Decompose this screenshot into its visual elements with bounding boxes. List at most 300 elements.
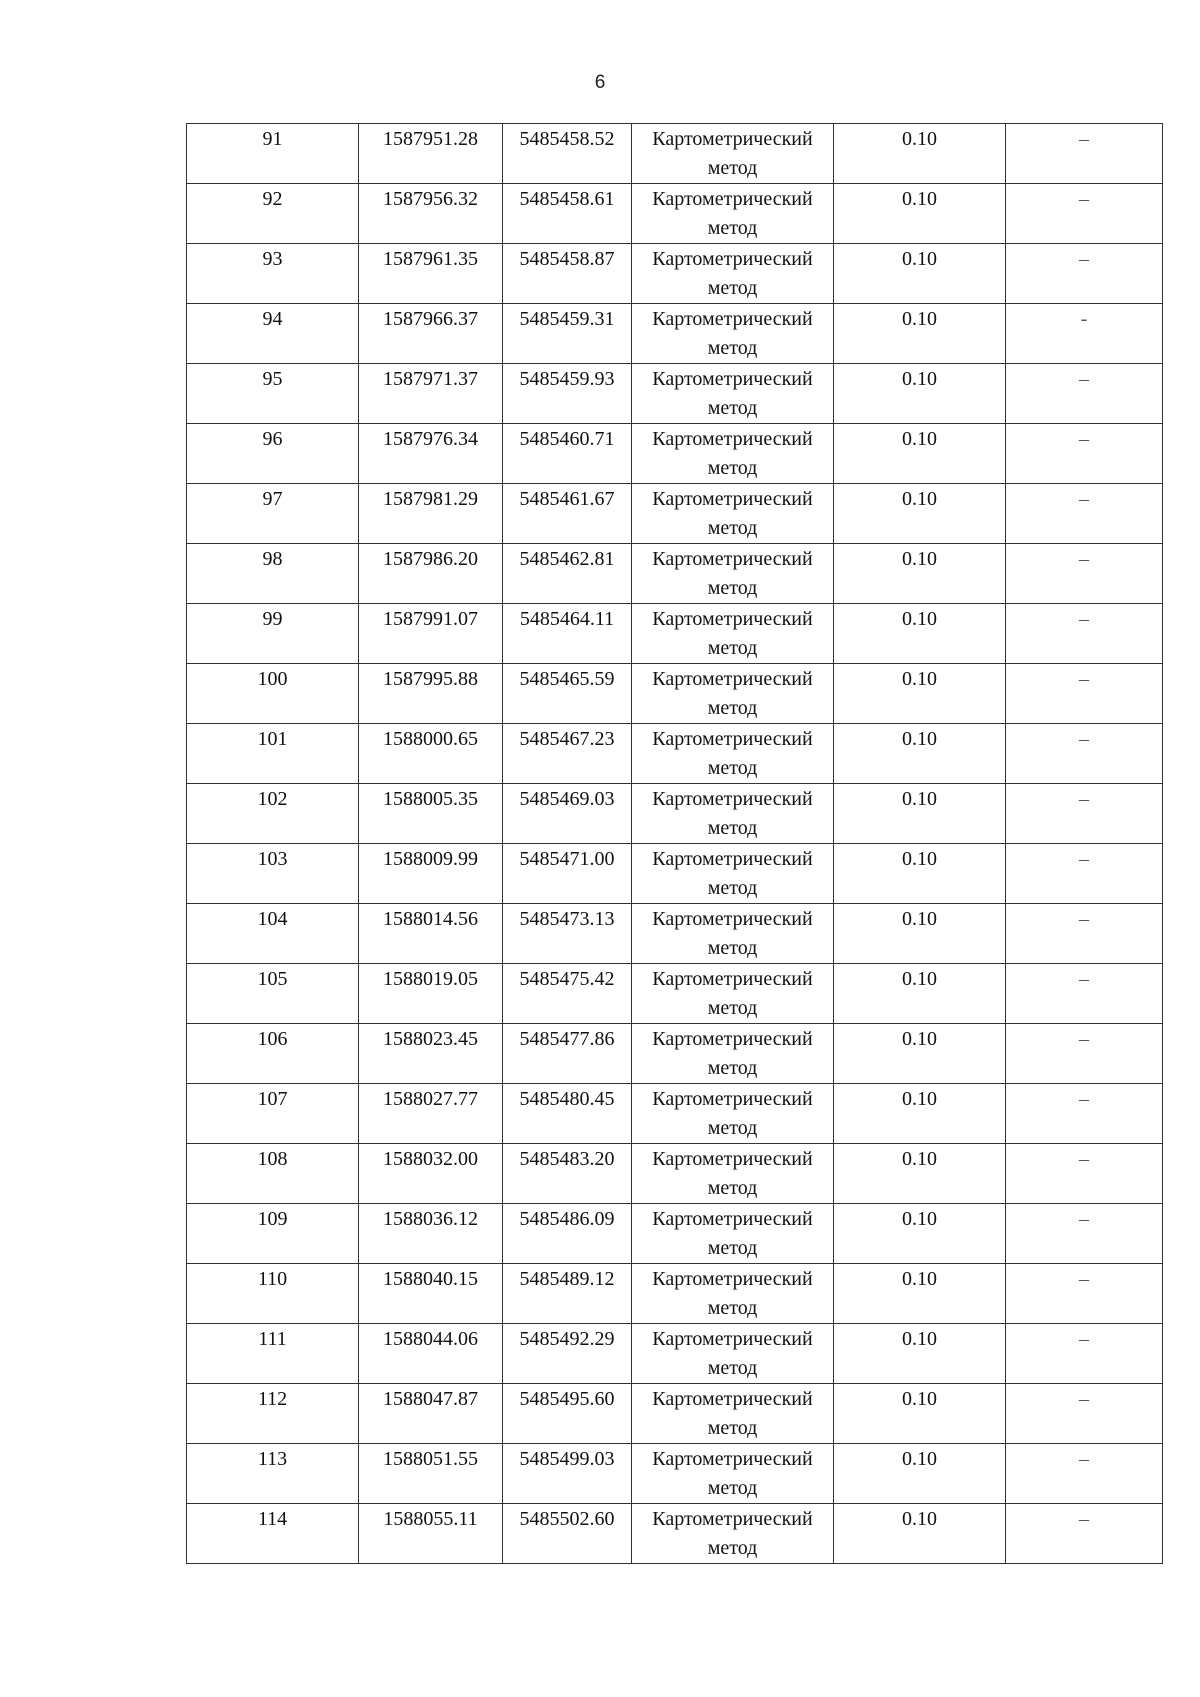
y-coordinate-cell-text: 5485461.67	[519, 488, 615, 510]
method-cell	[632, 1264, 834, 1324]
x-coordinate-cell-text: 1588009.99	[383, 848, 478, 870]
point-number-cell	[187, 124, 359, 184]
point-number-cell-text: 94	[262, 308, 283, 330]
point-number-cell-text: 103	[257, 848, 288, 870]
note-cell	[1006, 484, 1163, 544]
accuracy-cell-text: 0.10	[902, 1208, 937, 1230]
point-number-cell-text: 106	[257, 1028, 288, 1050]
point-number-cell	[187, 1024, 359, 1084]
table-row	[187, 1444, 1163, 1504]
x-coordinate-cell	[359, 1384, 503, 1444]
accuracy-cell	[834, 424, 1006, 484]
point-number-cell	[187, 1504, 359, 1564]
note-cell-text: –	[1079, 368, 1089, 390]
y-coordinate-cell-text: 5485480.45	[519, 1088, 615, 1110]
x-coordinate-cell	[359, 964, 503, 1024]
x-coordinate-cell-text: 1588019.05	[383, 968, 478, 990]
accuracy-cell-text: 0.10	[902, 548, 937, 570]
method-cell-text: Картометрический метод	[652, 1328, 813, 1379]
table-row	[187, 1204, 1163, 1264]
point-number-cell	[187, 964, 359, 1024]
method-cell	[632, 1144, 834, 1204]
accuracy-cell	[834, 1144, 1006, 1204]
method-cell	[632, 904, 834, 964]
table-row	[187, 784, 1163, 844]
table-row	[187, 544, 1163, 604]
point-number-cell	[187, 304, 359, 364]
y-coordinate-cell	[503, 1144, 632, 1204]
x-coordinate-cell-text: 1588036.12	[383, 1208, 478, 1230]
note-cell	[1006, 904, 1163, 964]
accuracy-cell	[834, 1204, 1006, 1264]
method-cell-text: Картометрический метод	[652, 368, 813, 419]
x-coordinate-cell-text: 1588027.77	[383, 1088, 478, 1110]
note-cell-text: –	[1079, 728, 1089, 750]
method-cell-text: Картометрический метод	[652, 788, 813, 839]
accuracy-cell-text: 0.10	[902, 608, 937, 630]
accuracy-cell-text: 0.10	[902, 1028, 937, 1050]
accuracy-cell-text: 0.10	[902, 308, 937, 330]
point-number-cell-text: 109	[257, 1208, 288, 1230]
method-cell	[632, 184, 834, 244]
method-cell-text: Картометрический метод	[652, 188, 813, 239]
x-coordinate-cell-text: 1587956.32	[383, 188, 478, 210]
method-cell-text: Картометрический метод	[652, 248, 813, 299]
note-cell-text: –	[1079, 428, 1089, 450]
point-number-cell	[187, 844, 359, 904]
method-cell-text: Картометрический метод	[652, 488, 813, 539]
method-cell	[632, 1024, 834, 1084]
accuracy-cell-text: 0.10	[902, 1328, 937, 1350]
note-cell-text: –	[1079, 1148, 1089, 1170]
point-number-cell-text: 101	[257, 728, 288, 750]
y-coordinate-cell	[503, 1384, 632, 1444]
point-number-cell-text: 91	[262, 128, 283, 150]
method-cell	[632, 1204, 834, 1264]
table-row	[187, 424, 1163, 484]
method-cell-text: Картометрический метод	[652, 548, 813, 599]
note-cell-text: –	[1079, 548, 1089, 570]
note-cell-text: –	[1079, 908, 1089, 930]
note-cell	[1006, 724, 1163, 784]
y-coordinate-cell	[503, 1024, 632, 1084]
x-coordinate-cell-text: 1587971.37	[383, 368, 478, 390]
point-number-cell-text: 92	[262, 188, 283, 210]
accuracy-cell	[834, 604, 1006, 664]
note-cell	[1006, 124, 1163, 184]
note-cell	[1006, 1264, 1163, 1324]
note-cell-text: –	[1079, 1448, 1089, 1470]
point-number-cell-text: 98	[262, 548, 283, 570]
method-cell	[632, 1384, 834, 1444]
point-number-cell-text: 105	[257, 968, 288, 990]
note-cell	[1006, 1444, 1163, 1504]
point-number-cell-text: 104	[257, 908, 288, 930]
y-coordinate-cell	[503, 1204, 632, 1264]
y-coordinate-cell	[503, 244, 632, 304]
x-coordinate-cell	[359, 424, 503, 484]
accuracy-cell	[834, 1504, 1006, 1564]
y-coordinate-cell-text: 5485473.13	[519, 908, 615, 930]
x-coordinate-cell-text: 1588055.11	[383, 1508, 478, 1530]
y-coordinate-cell-text: 5485486.09	[519, 1208, 615, 1230]
table-row	[187, 484, 1163, 544]
method-cell-text: Картометрический метод	[652, 1148, 813, 1199]
note-cell	[1006, 364, 1163, 424]
page-number: 6	[594, 72, 606, 93]
x-coordinate-cell	[359, 244, 503, 304]
note-cell	[1006, 964, 1163, 1024]
method-cell-text: Картометрический метод	[652, 1508, 813, 1559]
y-coordinate-cell-text: 5485502.60	[519, 1508, 615, 1530]
method-cell	[632, 844, 834, 904]
point-number-cell	[187, 424, 359, 484]
table-row	[187, 304, 1163, 364]
y-coordinate-cell	[503, 364, 632, 424]
x-coordinate-cell-text: 1588023.45	[383, 1028, 478, 1050]
y-coordinate-cell	[503, 424, 632, 484]
method-cell-text: Картометрический метод	[652, 1268, 813, 1319]
table-row	[187, 244, 1163, 304]
y-coordinate-cell-text: 5485462.81	[519, 548, 615, 570]
point-number-cell	[187, 544, 359, 604]
note-cell-text: –	[1079, 488, 1089, 510]
accuracy-cell	[834, 184, 1006, 244]
y-coordinate-cell-text: 5485469.03	[519, 788, 615, 810]
accuracy-cell-text: 0.10	[902, 248, 937, 270]
x-coordinate-cell	[359, 1324, 503, 1384]
table-row	[187, 664, 1163, 724]
accuracy-cell-text: 0.10	[902, 368, 937, 390]
note-cell	[1006, 244, 1163, 304]
coordinates-table	[186, 123, 1163, 1564]
point-number-cell-text: 96	[262, 428, 283, 450]
note-cell	[1006, 844, 1163, 904]
y-coordinate-cell	[503, 304, 632, 364]
x-coordinate-cell	[359, 664, 503, 724]
note-cell	[1006, 1204, 1163, 1264]
note-cell-text: –	[1079, 1268, 1089, 1290]
point-number-cell	[187, 1084, 359, 1144]
note-cell-text: –	[1079, 1088, 1089, 1110]
x-coordinate-cell	[359, 124, 503, 184]
x-coordinate-cell	[359, 484, 503, 544]
y-coordinate-cell-text: 5485492.29	[519, 1328, 615, 1350]
accuracy-cell-text: 0.10	[902, 1448, 937, 1470]
note-cell	[1006, 1084, 1163, 1144]
x-coordinate-cell-text: 1588014.56	[383, 908, 478, 930]
accuracy-cell	[834, 1444, 1006, 1504]
accuracy-cell-text: 0.10	[902, 128, 937, 150]
accuracy-cell-text: 0.10	[902, 188, 937, 210]
accuracy-cell	[834, 484, 1006, 544]
y-coordinate-cell	[503, 664, 632, 724]
point-number-cell-text: 93	[262, 248, 283, 270]
coordinates-table-body	[187, 124, 1163, 1564]
y-coordinate-cell	[503, 184, 632, 244]
point-number-cell	[187, 664, 359, 724]
y-coordinate-cell	[503, 844, 632, 904]
x-coordinate-cell-text: 1587991.07	[383, 608, 478, 630]
x-coordinate-cell	[359, 904, 503, 964]
method-cell	[632, 364, 834, 424]
point-number-cell	[187, 484, 359, 544]
accuracy-cell-text: 0.10	[902, 668, 937, 690]
table-row	[187, 1264, 1163, 1324]
accuracy-cell	[834, 964, 1006, 1024]
accuracy-cell	[834, 844, 1006, 904]
y-coordinate-cell	[503, 604, 632, 664]
method-cell	[632, 604, 834, 664]
y-coordinate-cell-text: 5485477.86	[519, 1028, 615, 1050]
y-coordinate-cell-text: 5485458.87	[519, 248, 615, 270]
method-cell-text: Картометрический метод	[652, 428, 813, 479]
table-row	[187, 604, 1163, 664]
x-coordinate-cell	[359, 1204, 503, 1264]
y-coordinate-cell	[503, 784, 632, 844]
accuracy-cell-text: 0.10	[902, 908, 937, 930]
method-cell-text: Картометрический метод	[652, 908, 813, 959]
accuracy-cell	[834, 664, 1006, 724]
x-coordinate-cell	[359, 304, 503, 364]
x-coordinate-cell	[359, 604, 503, 664]
accuracy-cell	[834, 724, 1006, 784]
point-number-cell	[187, 724, 359, 784]
x-coordinate-cell	[359, 844, 503, 904]
x-coordinate-cell	[359, 724, 503, 784]
y-coordinate-cell	[503, 544, 632, 604]
accuracy-cell-text: 0.10	[902, 1148, 937, 1170]
table-row	[187, 1084, 1163, 1144]
method-cell-text: Картометрический метод	[652, 128, 813, 179]
x-coordinate-cell-text: 1587951.28	[383, 128, 478, 150]
accuracy-cell-text: 0.10	[902, 1388, 937, 1410]
y-coordinate-cell	[503, 724, 632, 784]
note-cell-text: –	[1079, 188, 1089, 210]
accuracy-cell-text: 0.10	[902, 1088, 937, 1110]
point-number-cell	[187, 1204, 359, 1264]
table-row	[187, 364, 1163, 424]
x-coordinate-cell	[359, 1444, 503, 1504]
note-cell-text: –	[1079, 1028, 1089, 1050]
note-cell-text: –	[1079, 1208, 1089, 1230]
accuracy-cell-text: 0.10	[902, 1268, 937, 1290]
note-cell-text: –	[1079, 788, 1089, 810]
x-coordinate-cell	[359, 1144, 503, 1204]
accuracy-cell	[834, 364, 1006, 424]
method-cell	[632, 1324, 834, 1384]
point-number-cell-text: 107	[257, 1088, 288, 1110]
note-cell-text: –	[1079, 608, 1089, 630]
x-coordinate-cell-text: 1587986.20	[383, 548, 478, 570]
method-cell-text: Картометрический метод	[652, 308, 813, 359]
point-number-cell	[187, 244, 359, 304]
method-cell-text: Картометрический метод	[652, 728, 813, 779]
y-coordinate-cell-text: 5485495.60	[519, 1388, 615, 1410]
method-cell	[632, 784, 834, 844]
x-coordinate-cell-text: 1588000.65	[383, 728, 478, 750]
accuracy-cell-text: 0.10	[902, 788, 937, 810]
method-cell	[632, 484, 834, 544]
method-cell	[632, 424, 834, 484]
note-cell-text: –	[1079, 1328, 1089, 1350]
accuracy-cell	[834, 544, 1006, 604]
y-coordinate-cell-text: 5485483.20	[519, 1148, 615, 1170]
point-number-cell-text: 112	[257, 1388, 288, 1410]
method-cell	[632, 964, 834, 1024]
note-cell	[1006, 1504, 1163, 1564]
point-number-cell-text: 108	[257, 1148, 288, 1170]
y-coordinate-cell-text: 5485460.71	[519, 428, 615, 450]
x-coordinate-cell	[359, 1504, 503, 1564]
y-coordinate-cell-text: 5485458.61	[519, 188, 615, 210]
y-coordinate-cell	[503, 1264, 632, 1324]
x-coordinate-cell	[359, 1264, 503, 1324]
accuracy-cell-text: 0.10	[902, 428, 937, 450]
point-number-cell-text: 113	[257, 1448, 288, 1470]
accuracy-cell-text: 0.10	[902, 728, 937, 750]
note-cell	[1006, 1324, 1163, 1384]
accuracy-cell	[834, 1084, 1006, 1144]
method-cell-text: Картометрический метод	[652, 1208, 813, 1259]
x-coordinate-cell-text: 1587976.34	[383, 428, 478, 450]
accuracy-cell	[834, 304, 1006, 364]
x-coordinate-cell-text: 1588051.55	[383, 1448, 478, 1470]
method-cell-text: Картометрический метод	[652, 1028, 813, 1079]
y-coordinate-cell-text: 5485499.03	[519, 1448, 615, 1470]
method-cell	[632, 724, 834, 784]
x-coordinate-cell	[359, 544, 503, 604]
note-cell	[1006, 1384, 1163, 1444]
x-coordinate-cell-text: 1588040.15	[383, 1268, 478, 1290]
method-cell-text: Картометрический метод	[652, 1088, 813, 1139]
note-cell-text: –	[1079, 968, 1089, 990]
y-coordinate-cell-text: 5485489.12	[519, 1268, 615, 1290]
point-number-cell	[187, 1324, 359, 1384]
point-number-cell-text: 95	[262, 368, 283, 390]
note-cell	[1006, 1144, 1163, 1204]
table-row	[187, 724, 1163, 784]
point-number-cell-text: 99	[262, 608, 283, 630]
y-coordinate-cell	[503, 1504, 632, 1564]
y-coordinate-cell	[503, 484, 632, 544]
x-coordinate-cell	[359, 184, 503, 244]
accuracy-cell-text: 0.10	[902, 968, 937, 990]
point-number-cell-text: 102	[257, 788, 288, 810]
accuracy-cell	[834, 124, 1006, 184]
point-number-cell	[187, 1444, 359, 1504]
accuracy-cell	[834, 1384, 1006, 1444]
y-coordinate-cell	[503, 1324, 632, 1384]
y-coordinate-cell	[503, 1444, 632, 1504]
method-cell-text: Картометрический метод	[652, 1448, 813, 1499]
method-cell-text: Картометрический метод	[652, 848, 813, 899]
note-cell	[1006, 424, 1163, 484]
point-number-cell	[187, 184, 359, 244]
accuracy-cell	[834, 784, 1006, 844]
point-number-cell	[187, 1264, 359, 1324]
point-number-cell	[187, 604, 359, 664]
method-cell-text: Картометрический метод	[652, 668, 813, 719]
method-cell	[632, 304, 834, 364]
method-cell	[632, 1084, 834, 1144]
point-number-cell	[187, 1384, 359, 1444]
table-row	[187, 1504, 1163, 1564]
point-number-cell	[187, 1144, 359, 1204]
x-coordinate-cell	[359, 364, 503, 424]
accuracy-cell	[834, 1324, 1006, 1384]
method-cell	[632, 244, 834, 304]
note-cell-text: –	[1079, 128, 1089, 150]
accuracy-cell	[834, 244, 1006, 304]
point-number-cell-text: 110	[257, 1268, 288, 1290]
note-cell	[1006, 304, 1163, 364]
method-cell	[632, 1444, 834, 1504]
y-coordinate-cell	[503, 124, 632, 184]
note-cell-text: -	[1080, 308, 1088, 330]
point-number-cell-text: 114	[257, 1508, 288, 1530]
x-coordinate-cell	[359, 784, 503, 844]
table-row	[187, 1144, 1163, 1204]
y-coordinate-cell	[503, 904, 632, 964]
method-cell-text: Картометрический метод	[652, 1388, 813, 1439]
point-number-cell-text: 111	[258, 1328, 287, 1350]
table-row	[187, 904, 1163, 964]
point-number-cell	[187, 784, 359, 844]
accuracy-cell-text: 0.10	[902, 1508, 937, 1530]
table-row	[187, 1384, 1163, 1444]
x-coordinate-cell	[359, 1024, 503, 1084]
table-row	[187, 1024, 1163, 1084]
method-cell-text: Картометрический метод	[652, 968, 813, 1019]
x-coordinate-cell-text: 1588047.87	[383, 1388, 478, 1410]
y-coordinate-cell	[503, 1084, 632, 1144]
note-cell-text: –	[1079, 1508, 1089, 1530]
y-coordinate-cell-text: 5485465.59	[519, 668, 615, 690]
note-cell-text: –	[1079, 668, 1089, 690]
note-cell-text: –	[1079, 248, 1089, 270]
y-coordinate-cell-text: 5485459.93	[519, 368, 615, 390]
x-coordinate-cell-text: 1588032.00	[383, 1148, 478, 1170]
accuracy-cell-text: 0.10	[902, 488, 937, 510]
y-coordinate-cell-text: 5485458.52	[519, 128, 615, 150]
method-cell	[632, 124, 834, 184]
accuracy-cell	[834, 1024, 1006, 1084]
y-coordinate-cell	[503, 964, 632, 1024]
method-cell	[632, 664, 834, 724]
note-cell	[1006, 184, 1163, 244]
note-cell-text: –	[1079, 848, 1089, 870]
table-row	[187, 964, 1163, 1024]
table-row	[187, 184, 1163, 244]
accuracy-cell	[834, 904, 1006, 964]
note-cell	[1006, 1024, 1163, 1084]
x-coordinate-cell-text: 1587995.88	[383, 668, 478, 690]
y-coordinate-cell-text: 5485475.42	[519, 968, 615, 990]
table-row	[187, 1324, 1163, 1384]
table-row	[187, 844, 1163, 904]
note-cell-text: –	[1079, 1388, 1089, 1410]
x-coordinate-cell-text: 1587961.35	[383, 248, 478, 270]
method-cell	[632, 544, 834, 604]
y-coordinate-cell-text: 5485459.31	[519, 308, 615, 330]
note-cell	[1006, 604, 1163, 664]
y-coordinate-cell-text: 5485467.23	[519, 728, 615, 750]
point-number-cell-text: 97	[262, 488, 283, 510]
note-cell	[1006, 664, 1163, 724]
y-coordinate-cell-text: 5485471.00	[519, 848, 615, 870]
note-cell	[1006, 544, 1163, 604]
